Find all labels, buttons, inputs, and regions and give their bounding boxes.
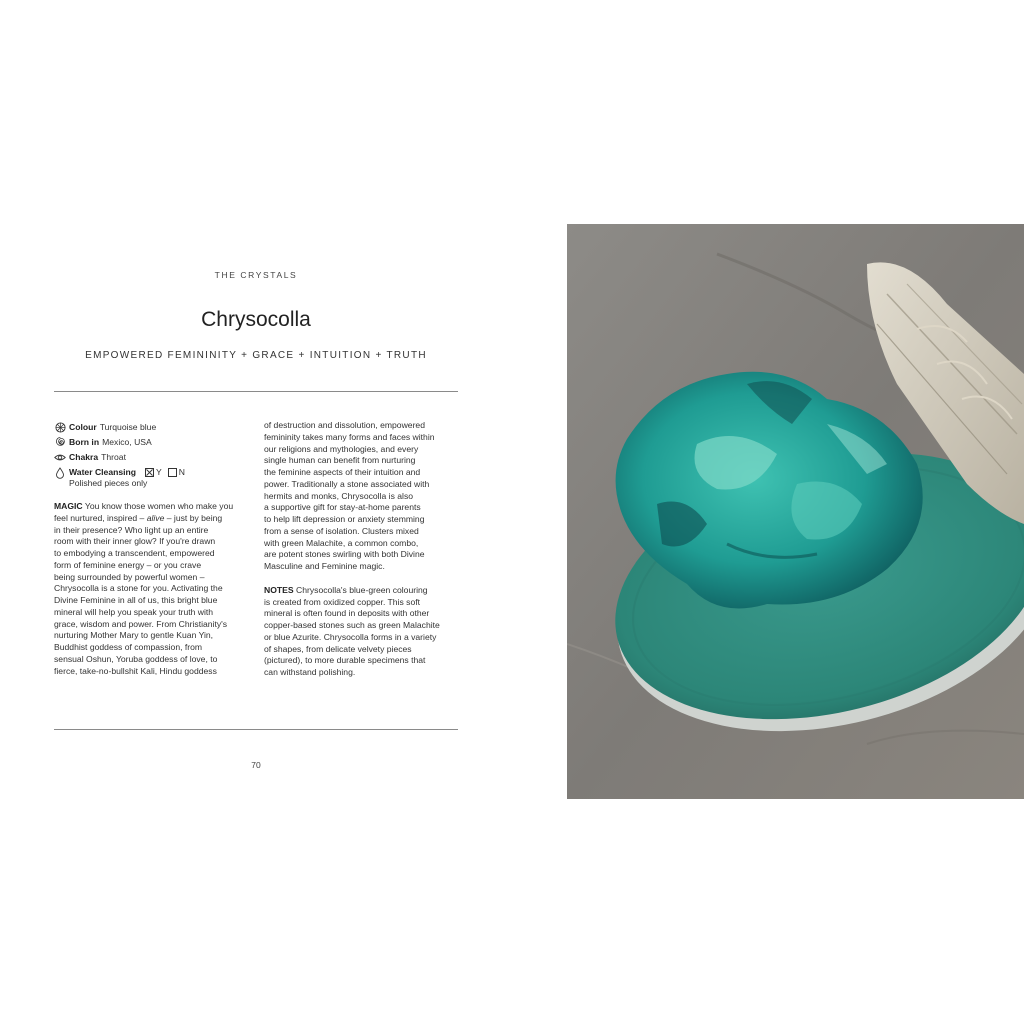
magic-paragraph-continued (264, 420, 456, 573)
bottom-divider (54, 729, 458, 730)
right-column (264, 420, 456, 679)
body-text: grace, wisdom and power. From Christianity's (54, 618, 228, 629)
colour-value: Turquoise blue (99, 421, 157, 432)
body-text: to help lift depression or anxiety stemming (264, 514, 425, 524)
body-text: Divine Feminine in all of us, this bright blue (54, 595, 218, 605)
no-checkbox (168, 468, 177, 477)
body-text: in their presence? Who light up an entire (54, 524, 209, 535)
born-in-label: Born in (69, 436, 100, 447)
body-text: (pictured), to more durable specimens that (264, 655, 426, 666)
body-text: mineral is often found in deposits with other (264, 608, 430, 619)
body-text: can withstand polishing. (264, 667, 356, 677)
body-text-emphasis: alive (146, 512, 165, 523)
body-text: – just by being (164, 512, 223, 523)
body-text: nurturing Mother Mary to gentle Kuan Yin, (54, 630, 214, 641)
attribute-chakra (54, 450, 246, 465)
body-text: are potent stones swirling with both Divine (264, 549, 425, 560)
magic-paragraph (54, 501, 246, 677)
body-text: single human can benefit from nurturing (264, 455, 416, 466)
body-text: power. Traditionally a stone associated with (264, 478, 430, 489)
no-label: N (178, 466, 185, 477)
body-text: hermits and monks, Chrysocolla is also (264, 490, 414, 501)
left-column (54, 420, 246, 677)
magic-heading: MAGIC (54, 501, 83, 511)
chakra-label: Chakra (69, 451, 99, 462)
yes-label: Y (156, 466, 162, 477)
colour-wheel-icon (54, 422, 66, 434)
water-cleansing-note: Polished pieces only (69, 478, 148, 488)
top-divider (54, 391, 458, 392)
body-text: room with their inner glow? If you're drawn (54, 536, 216, 547)
droplet-icon (54, 467, 66, 479)
page-number: 70 (251, 760, 261, 770)
yes-checkbox (145, 468, 154, 477)
body-text: sensual Oshun, Yoruba goddess of love, to (54, 653, 218, 664)
notes-paragraph (264, 585, 456, 679)
spiral-icon (54, 437, 66, 449)
body-text: to embodying a transcendent, empowered (54, 548, 215, 558)
water-cleansing-label: Water Cleansing (69, 466, 137, 477)
body-text: or blue Azurite. Chrysocolla forms in a variety (264, 631, 437, 642)
page-title: Chrysocolla (201, 308, 311, 331)
colour-label: Colour (69, 421, 97, 432)
chrysocolla-photo (567, 224, 1024, 799)
attribute-born-in (54, 435, 246, 450)
body-text: femininity takes many forms and faces within (264, 431, 435, 442)
body-text: Buddhist goddess of compassion, from (54, 642, 203, 652)
body-text: Masculine and Feminine magic. (264, 561, 385, 571)
body-text: of shapes, from delicate velvety pieces (264, 643, 412, 654)
chakra-value: Throat (101, 451, 126, 462)
body-text: a supportive gift for stay-at-home parents (264, 502, 421, 513)
eye-icon (54, 452, 66, 464)
body-text: fierce, take-no-bullshit Kali, Hindu goddess (54, 665, 217, 676)
body-text: Chrysocolla is a stone for you. Activating the (54, 583, 223, 594)
body-text: feel nurtured, inspired – (54, 512, 147, 523)
page-subtitle: EMPOWERED FEMININITY + GRACE + INTUITION + TRUTH (85, 350, 427, 361)
body-text: the feminine aspects of their intuition and (264, 467, 421, 477)
notes-heading: NOTES (264, 584, 294, 595)
body-text: being surrounded by powerful women – (54, 571, 205, 582)
body-text: Chrysocolla's blue-green colouring (293, 584, 428, 595)
section-label: THE CRYSTALS (214, 270, 298, 280)
body-text: You know those women who make you (82, 501, 234, 511)
body-text: of destruction and dissolution, empowered (264, 420, 425, 430)
body-text: form of feminine energy – or you crave (54, 559, 202, 570)
born-in-value: Mexico, USA (102, 436, 152, 447)
attribute-colour (54, 420, 246, 435)
body-text: copper-based stones such as green Malachite (264, 620, 440, 630)
body-text: is created from oxidized copper. This soft (264, 596, 421, 607)
body-text: with green Malachite, a common combo, (264, 537, 419, 548)
body-text: mineral will help you speak your truth with (54, 606, 214, 617)
body-text: our religions and mythologies, and every (264, 443, 419, 454)
body-text: from a sense of isolation. Clusters mixed (264, 525, 419, 536)
